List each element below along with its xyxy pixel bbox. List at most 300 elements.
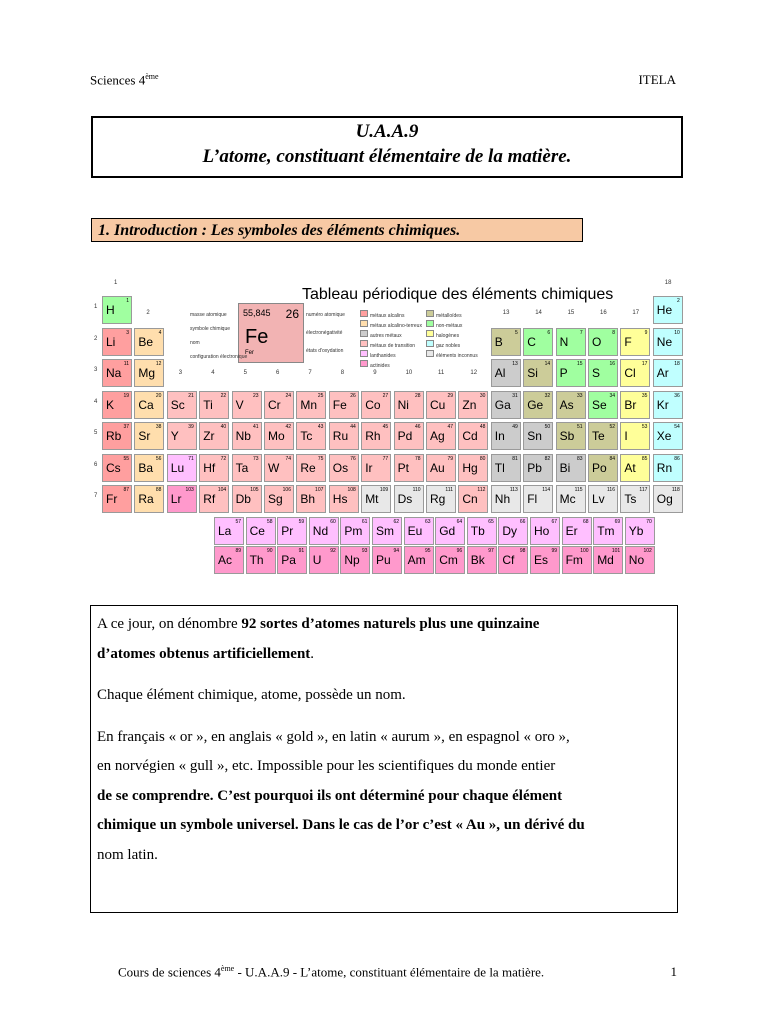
element-symbol: Rh — [365, 429, 381, 443]
element-symbol: Ne — [656, 334, 673, 349]
group-label: 1 — [114, 280, 118, 286]
element-symbol: Hg — [462, 460, 478, 475]
element-ac — [214, 546, 244, 574]
element-number: 80 — [479, 455, 486, 462]
element-number: 104 — [217, 487, 227, 493]
legend-category-item: actinides — [360, 360, 390, 369]
element-symbol: La — [218, 524, 232, 538]
element-number: 116 — [607, 487, 615, 493]
element-symbol: Br — [624, 397, 637, 412]
element-k — [102, 391, 132, 419]
group-label: 17 — [632, 310, 640, 316]
element-symbol: N — [559, 334, 569, 349]
element-number: 7 — [579, 329, 583, 336]
element-number: 93 — [361, 548, 368, 554]
element-zn — [458, 391, 488, 419]
element-fl — [523, 485, 553, 513]
legend-mid-item: états d'oxydation — [306, 348, 344, 354]
element-w — [264, 454, 294, 482]
element-symbol: Ge — [527, 397, 544, 412]
element-symbol: Bi — [559, 460, 571, 475]
element-symbol: Es — [534, 553, 549, 567]
element-symbol: Pm — [344, 524, 363, 538]
element-number: 1 — [126, 298, 129, 304]
element-lu — [167, 454, 197, 482]
legend-swatch — [360, 360, 368, 367]
element-f — [620, 328, 650, 356]
element-symbol: Rb — [106, 429, 122, 443]
element-number: 68 — [583, 519, 589, 525]
element-hg — [458, 454, 488, 482]
group-label: 14 — [535, 310, 542, 316]
element-bi — [556, 454, 586, 482]
element-ds — [394, 485, 424, 513]
element-symbol: Tc — [300, 429, 313, 443]
element-symbol: H — [106, 303, 115, 317]
element-dy — [498, 517, 528, 545]
element-at — [620, 454, 650, 482]
element-symbol: Fl — [527, 492, 538, 506]
element-li — [102, 328, 132, 356]
element-ag — [426, 422, 456, 450]
group-label: 8 — [340, 370, 345, 376]
periodic-table-title: Tableau périodique des éléments chimiques — [302, 286, 614, 303]
element-number: 31 — [512, 392, 518, 399]
section-title: 1. Introduction : Les symboles des éléments chimiques. — [91, 218, 583, 242]
element-symbol: Pu — [376, 553, 391, 567]
element-symbol: Cn — [462, 492, 478, 506]
element-og — [653, 485, 683, 513]
element-symbol: U — [312, 553, 322, 567]
period-label: 5 — [94, 430, 98, 436]
element-re — [296, 454, 326, 482]
element-number: 110 — [412, 487, 421, 493]
element-symbol: Co — [365, 397, 381, 412]
element-number: 101 — [611, 548, 621, 554]
element-number: 117 — [639, 487, 648, 493]
footer-text: Cours de sciences 4ème - U.A.A.9 - L’atome, constituant élémentaire de la matière. — [118, 964, 545, 980]
element-number: 113 — [509, 487, 518, 493]
element-symbol: Li — [106, 334, 116, 349]
element-pa — [277, 546, 307, 574]
element-number: 24 — [285, 392, 291, 399]
element-md — [593, 546, 623, 574]
element-number: 44 — [350, 424, 356, 430]
element-number: 19 — [123, 392, 129, 399]
element-number: 43 — [317, 424, 324, 430]
element-symbol: Pt — [397, 460, 409, 475]
element-number: 8 — [612, 329, 615, 336]
element-v — [232, 391, 262, 419]
element-fm — [562, 546, 592, 574]
element-os — [329, 454, 359, 482]
element-xe — [653, 422, 683, 450]
element-cf — [498, 546, 528, 574]
element-pb — [523, 454, 553, 482]
element-i — [620, 422, 650, 450]
element-ru — [329, 422, 359, 450]
element-symbol: Pr — [281, 524, 294, 538]
element-number: 30 — [479, 392, 486, 399]
element-ge — [523, 391, 553, 419]
element-symbol: Bk — [470, 553, 485, 567]
element-nd — [309, 517, 339, 545]
element-number: 112 — [477, 487, 486, 493]
element-bk — [467, 546, 497, 574]
legend-category-item: métalloïdes — [426, 310, 462, 319]
element-gd — [435, 517, 465, 545]
element-number: 50 — [544, 424, 551, 430]
period-label: 3 — [94, 367, 98, 373]
element-number: 11 — [123, 361, 129, 367]
element-symbol: Sn — [527, 429, 542, 443]
element-np — [340, 546, 370, 574]
element-symbol: Po — [592, 460, 607, 475]
element-symbol: Y — [170, 429, 179, 443]
paragraph-3: En français « or », en anglais « gold », en latin « aurum », en espagnol « oro », — [97, 728, 570, 745]
element-symbol: Au — [430, 460, 445, 475]
element-number: 102 — [643, 548, 652, 554]
element-number: 33 — [577, 392, 583, 399]
page-number: 1 — [670, 964, 677, 979]
element-es — [530, 546, 560, 574]
element-number: 70 — [646, 519, 652, 525]
element-symbol: No — [628, 553, 645, 567]
element-cn — [458, 485, 488, 513]
group-label: 10 — [405, 370, 413, 376]
element-symbol: Cf — [502, 553, 515, 567]
element-symbol: Gd — [439, 524, 456, 538]
element-symbol: Be — [138, 334, 154, 349]
element-symbol: Lu — [170, 460, 185, 475]
legend-category-item: autres métaux — [360, 330, 402, 339]
element-number: 57 — [235, 519, 241, 525]
element-symbol: Os — [332, 460, 349, 475]
element-tc — [296, 422, 326, 450]
element-symbol: Np — [344, 553, 360, 567]
element-symbol: Si — [527, 366, 538, 380]
element-number: 37 — [123, 424, 129, 430]
element-number: 35 — [641, 392, 648, 399]
element-number: 88 — [155, 487, 162, 493]
element-rg — [426, 485, 456, 513]
element-number: 17 — [641, 361, 648, 367]
period-label: 1 — [94, 304, 98, 310]
element-number: 96 — [456, 548, 463, 554]
element-c — [523, 328, 553, 356]
element-ba — [134, 454, 164, 482]
element-number: 22 — [220, 392, 227, 399]
element-symbol: Dy — [502, 524, 518, 538]
element-number: 94 — [393, 548, 399, 554]
paragraph-2: Chaque élément chimique, atome, possède un nom. — [97, 687, 406, 703]
legend-category-item: gaz nobles — [426, 340, 460, 349]
element-symbol: Rf — [203, 492, 216, 506]
element-symbol: In — [494, 429, 505, 443]
element-number: 115 — [574, 487, 583, 493]
element-number: 82 — [544, 455, 551, 462]
element-symbol: Sb — [559, 429, 575, 443]
element-mg — [134, 359, 164, 387]
element-lr — [167, 485, 197, 513]
element-number: 13 — [512, 361, 518, 367]
element-number: 105 — [250, 487, 259, 493]
element-number: 21 — [188, 392, 194, 399]
element-mo — [264, 422, 294, 450]
element-symbol: Sc — [170, 397, 185, 412]
group-label: 13 — [502, 310, 510, 316]
element-number: 106 — [282, 487, 291, 493]
element-symbol: Og — [656, 492, 673, 506]
element-ti — [199, 391, 229, 419]
element-number: 55 — [123, 455, 129, 462]
element-number: 91 — [298, 548, 305, 554]
element-number: 98 — [519, 548, 526, 554]
element-pr — [277, 517, 307, 545]
element-cu — [426, 391, 456, 419]
element-symbol: Mn — [300, 397, 318, 412]
group-label: 6 — [276, 370, 280, 376]
element-zr — [199, 422, 229, 450]
element-symbol: Pa — [281, 553, 296, 567]
element-number: 38 — [155, 424, 162, 430]
element-symbol: Zr — [203, 429, 215, 443]
element-y — [167, 422, 197, 450]
element-ts — [620, 485, 650, 513]
legend-left-item: nom — [190, 340, 200, 346]
element-symbol: K — [106, 397, 115, 412]
period-label: 4 — [94, 398, 98, 405]
element-cs — [102, 454, 132, 482]
legend-category-item: métaux de transition — [360, 340, 415, 349]
element-symbol: Te — [592, 429, 605, 443]
title-box — [91, 116, 683, 178]
element-number: 36 — [674, 392, 680, 399]
group-label: 15 — [567, 310, 575, 316]
element-symbol: Ga — [494, 397, 511, 412]
element-number: 42 — [285, 424, 291, 430]
element-symbol: Cl — [624, 366, 636, 380]
element-symbol: Mo — [268, 429, 285, 443]
title-line1: U.A.A.9 — [355, 121, 419, 142]
element-db — [232, 485, 262, 513]
legend-left-item: configuration électronique — [190, 354, 248, 360]
element-symbol: Ir — [365, 460, 373, 475]
element-in — [491, 422, 521, 450]
element-symbol: Tb — [470, 524, 485, 538]
group-label: 3 — [178, 370, 183, 376]
element-number: 9 — [644, 329, 648, 336]
period-label: 6 — [94, 461, 98, 468]
element-symbol: Th — [249, 553, 264, 567]
element-number: 39 — [188, 424, 194, 430]
element-number: 79 — [447, 455, 453, 462]
element-number: 76 — [350, 455, 356, 462]
legend-swatch — [360, 330, 368, 337]
group-label: 18 — [664, 280, 672, 286]
element-pt — [394, 454, 424, 482]
period-label: 7 — [94, 493, 98, 499]
element-number: 99 — [551, 548, 557, 554]
element-ga — [491, 391, 521, 419]
element-br — [620, 391, 650, 419]
group-label: 16 — [600, 310, 607, 316]
legend-swatch — [426, 340, 434, 347]
legend-category-item: lanthanides — [360, 350, 396, 359]
element-hs — [329, 485, 359, 513]
element-number: 2 — [677, 298, 680, 304]
element-pm — [340, 517, 370, 545]
element-symbol: Zn — [462, 397, 477, 412]
group-label: 11 — [438, 370, 445, 376]
element-symbol: Ce — [249, 524, 265, 538]
element-symbol: Ti — [203, 397, 213, 412]
element-la — [214, 517, 244, 545]
element-number: 71 — [188, 455, 194, 462]
element-h — [102, 296, 132, 324]
element-mn — [296, 391, 326, 419]
element-number: 92 — [330, 548, 336, 554]
element-symbol: Ca — [138, 397, 154, 412]
element-symbol: Cd — [462, 429, 478, 443]
element-p — [556, 359, 586, 387]
element-number: 85 — [641, 455, 648, 462]
element-symbol: Er — [565, 524, 578, 538]
element-po — [588, 454, 618, 482]
legend-swatch — [426, 330, 434, 337]
element-number: 15 — [577, 361, 583, 367]
element-number: 18 — [674, 361, 680, 367]
element-number: 27 — [382, 392, 389, 399]
legend-category-item: halogènes — [426, 330, 459, 339]
legend-left-item: masse atomique — [190, 312, 227, 318]
element-symbol: W — [268, 460, 280, 475]
element-sr — [134, 422, 164, 450]
element-be — [134, 328, 164, 356]
element-b — [491, 328, 521, 356]
header-left: Sciences 4ème — [90, 72, 159, 88]
element-pu — [372, 546, 402, 574]
group-label: 4 — [211, 370, 215, 376]
element-he — [653, 296, 683, 324]
element-number: 103 — [185, 487, 194, 493]
element-symbol: V — [235, 397, 244, 412]
element-rn — [653, 454, 683, 482]
legend-swatch — [360, 310, 368, 317]
element-number: 78 — [415, 455, 421, 462]
element-symbol: Nh — [494, 492, 511, 506]
element-number: 23 — [253, 392, 259, 399]
element-symbol: Ts — [624, 492, 637, 506]
element-symbol: Rn — [656, 460, 673, 475]
element-symbol: Ac — [218, 553, 233, 567]
legend-mid-item: électronégativité — [306, 330, 343, 336]
legend-category-item: métaux alcalino-terreux — [360, 320, 422, 329]
element-number: 97 — [488, 548, 494, 554]
legend-swatch — [360, 340, 368, 347]
element-number: 53 — [641, 424, 648, 430]
element-cl — [620, 359, 650, 387]
element-symbol: Sg — [268, 492, 283, 506]
element-as — [556, 391, 586, 419]
element-no — [625, 546, 655, 574]
element-symbol: Tm — [597, 524, 615, 538]
element-ni — [394, 391, 424, 419]
group-label: 9 — [373, 370, 377, 376]
element-fr — [102, 485, 132, 513]
element-number: 5 — [515, 329, 518, 336]
element-symbol: Xe — [656, 429, 672, 443]
element-number: 108 — [347, 487, 356, 493]
title-line2: L’atome, constituant élémentaire de la matière. — [202, 146, 572, 167]
element-number: 118 — [671, 487, 680, 493]
element-symbol: Fm — [565, 553, 583, 567]
element-number: 81 — [512, 455, 518, 462]
element-sm — [372, 517, 402, 545]
element-symbol: Cr — [268, 397, 281, 412]
element-symbol: P — [559, 366, 568, 380]
element-hf — [199, 454, 229, 482]
element-rh — [361, 422, 391, 450]
element-symbol: Nb — [235, 429, 251, 443]
element-number: 111 — [445, 487, 453, 493]
element-symbol: Lv — [592, 492, 605, 506]
element-nh — [491, 485, 521, 513]
element-number: 25 — [317, 392, 324, 399]
element-symbol: I — [624, 429, 628, 443]
element-u — [309, 546, 339, 574]
element-s — [588, 359, 618, 387]
element-rb — [102, 422, 132, 450]
element-ra — [134, 485, 164, 513]
legend-swatch — [426, 310, 434, 317]
element-symbol: O — [592, 334, 602, 349]
element-cm — [435, 546, 465, 574]
element-symbol: Lr — [170, 492, 182, 506]
element-co — [361, 391, 391, 419]
element-symbol: Yb — [628, 524, 644, 538]
element-symbol: Na — [106, 366, 122, 380]
element-number: 58 — [267, 519, 273, 525]
element-symbol: Mt — [365, 492, 379, 506]
element-ar — [653, 359, 683, 387]
element-number: 41 — [253, 424, 259, 430]
element-number: 26 — [350, 392, 356, 399]
element-number: 56 — [155, 455, 162, 462]
group-label: 5 — [243, 370, 247, 376]
element-number: 40 — [220, 424, 227, 430]
element-symbol: Ba — [138, 460, 154, 475]
element-number: 12 — [155, 361, 162, 367]
element-symbol: Ho — [534, 524, 550, 538]
element-er — [562, 517, 592, 545]
element-symbol: Fr — [106, 492, 118, 506]
element-yb — [625, 517, 655, 545]
element-number: 65 — [488, 519, 494, 525]
element-kr — [653, 391, 683, 419]
element-symbol: Nd — [312, 524, 329, 538]
element-o — [588, 328, 618, 356]
element-au — [426, 454, 456, 482]
element-symbol: Mg — [138, 366, 156, 380]
element-number: 83 — [577, 455, 583, 462]
element-symbol: Kr — [656, 397, 669, 412]
element-number: 73 — [253, 455, 259, 462]
element-th — [246, 546, 276, 574]
element-symbol: B — [494, 334, 503, 349]
legend-swatch — [360, 350, 368, 357]
element-number: 66 — [519, 519, 526, 525]
